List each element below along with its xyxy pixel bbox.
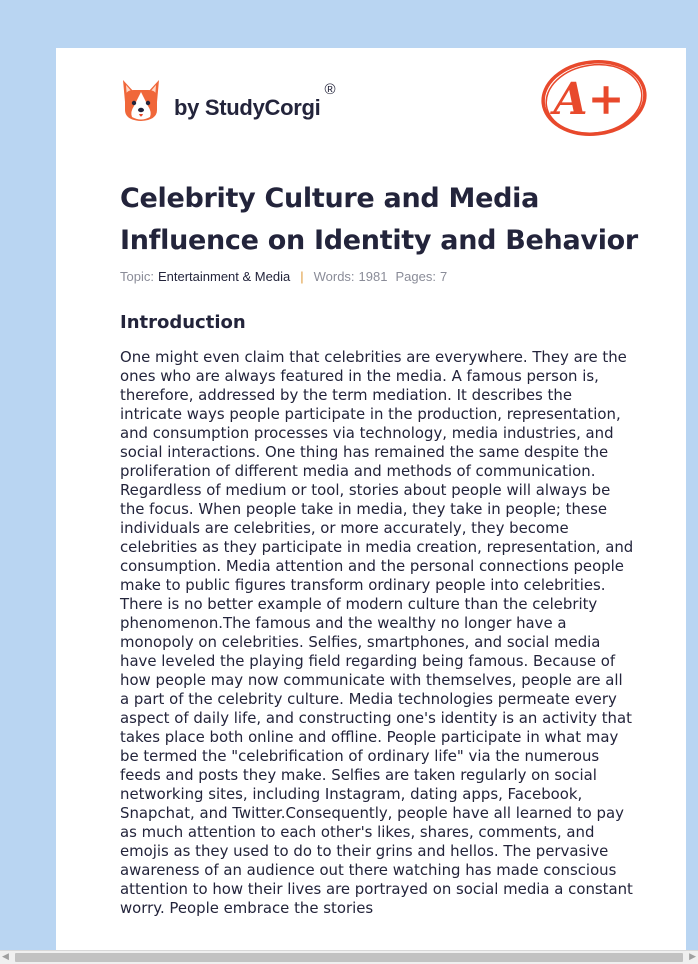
words-value: 1981	[358, 269, 388, 284]
pages-label: Pages:	[395, 269, 436, 284]
scroll-left-icon[interactable]: ◀	[2, 952, 9, 962]
logo-text: by StudyCorgi	[174, 95, 321, 120]
studycorgi-logo[interactable]	[120, 76, 336, 126]
words-label: Words:	[313, 269, 355, 284]
topic-link[interactable]: Entertainment & Media	[157, 269, 291, 284]
grade-badge-text: A+	[553, 74, 625, 125]
topic-label: Topic:	[120, 269, 154, 284]
pages-value: 7	[439, 269, 448, 284]
scrollbar-thumb[interactable]	[15, 953, 683, 962]
horizontal-scrollbar[interactable]	[0, 950, 698, 964]
document-page	[56, 48, 686, 950]
scroll-right-icon[interactable]: ▶	[689, 952, 696, 962]
page-title: Celebrity Culture and Media Influence on Identity and Behavior	[120, 183, 638, 256]
grade-badge-icon	[539, 58, 649, 140]
section-heading: Introduction	[120, 312, 246, 333]
body-paragraph: One might even claim that celebrities are everywhere. They are the ones who are always featured in the media. A famous person is, therefore, addressed by the term mediation. It describes the intricate ways people participate in the production, representation, and consumption processes via technology, media industries, and social interactions. One thing has remained the same despite the proliferation of different media and methods of communication. Regardless of medium or tool, stories about people will always be the focus. When people take in media, they take in people; these individuals are celebrities, or more accurately, they become celebrities as they participate in media creation, representation, and consumption. Media attention and the personal connections people make to public figures transform ordinary people into celebrities. There is no better example of modern culture than the celebrity phenomenon.The famous and the wealthy no longer have a monopoly on celebrities. Selfies, smartphones, and social media have leveled the playing field regarding being famous. Because of how people may now communicate with themselves, people are all a part of the celebrity culture. Media technologies permeate every aspect of daily life, and constructing one's identity is an activity that takes place both online and offline. People participate in what may be termed the "celebrification of ordinary life" via the numerous feeds and posts they make. Selfies are taken regularly on social networking sites, including Instagram, dating apps, Facebook, Snapchat, and Twitter.Consequently, people have all learned to pay as much attention to each other's likes, shares, comments, and emojis as they used to do to their grins and hellos. The pervasive awareness of an audience out there watching has made conscious attention to how their lives are portrayed on social media a constant worry. People embrace the stories	[120, 348, 634, 917]
corgi-icon	[120, 78, 162, 124]
registered-mark: ®	[324, 80, 336, 98]
document-meta	[120, 269, 447, 284]
meta-separator: |	[300, 269, 304, 284]
